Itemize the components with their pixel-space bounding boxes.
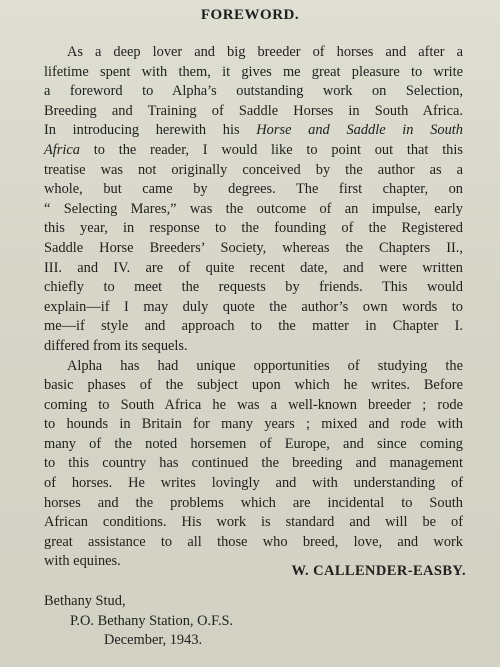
signature: W. CALLENDER-EASBY. [291, 563, 466, 579]
text-line: many of the noted horsemen of Europe, and since coming [44, 435, 463, 452]
text-line: with equines. [44, 553, 121, 570]
address-block [44, 592, 233, 651]
text-line: whole, but came by degrees. The first chapter, on [44, 181, 463, 198]
text-line: of horses. He writes lovingly and with understanding of [44, 475, 463, 492]
text-line: this year, in response to the founding of the Registered [44, 220, 463, 237]
address-line-stud: Bethany Stud, [44, 593, 126, 609]
text-line: Saddle Horse Breeders’ Society, whereas the Chapters II., [44, 239, 463, 256]
page-title: FOREWORD. [200, 7, 300, 23]
text-line: basic phases of the subject upon which he writes. Before [44, 377, 463, 394]
text-line: great assistance to all those who breed, love, and work [44, 533, 463, 550]
text-run: to the reader, I would like to point out that this [93, 141, 463, 158]
text-line: to this country has continued the breeding and management [44, 455, 463, 472]
text-line: chiefly to meet the requests by friends. This would [44, 279, 463, 296]
text-line: explain—if I may duly quote the author’s own words to [44, 298, 463, 315]
address-line-date: December, 1943. [104, 632, 203, 648]
book-title-italic: Horse and Saddle in South [256, 122, 463, 139]
text-line: Alpha has had unique opportunities of studying the [67, 357, 463, 374]
text-line [44, 121, 463, 141]
text-line: As a deep lover and big breeder of horses and after a [67, 44, 463, 60]
text-line: horses and the problems which are incidental to South [44, 494, 463, 511]
book-title-italic-cont: Africa [44, 141, 80, 158]
text-line: me—if style and approach to the matter in Chapter I. [44, 318, 463, 335]
text-line: III. and IV. are of quite recent date, and were written [44, 259, 463, 276]
text-line: treatise was not originally conceived by the author as a [44, 161, 463, 178]
text-line: “ Selecting Mares,” was the outcome of an impulse, early [44, 200, 463, 217]
foreword-body [44, 43, 463, 572]
text-line: differed from its sequels. [44, 337, 188, 354]
paragraph-2 [44, 357, 463, 573]
text-line [44, 141, 463, 161]
paragraph-1 [44, 43, 463, 357]
text-line: Breeding and Training of Saddle Horses in South Africa. [44, 102, 463, 119]
text-line: African conditions. His work is standard and will be of [44, 514, 463, 531]
text-line: coming to South Africa he was a well-known breeder ; rode [44, 396, 463, 413]
text-line: lifetime spent with them, it gives me great pleasure to write [44, 63, 463, 80]
text-line: to hounds in Britain for many years ; mixed and rode with [44, 416, 463, 433]
address-line-station: P.O. Bethany Station, O.F.S. [70, 612, 234, 629]
text-line: a foreword to Alpha’s outstanding work on Selection, [44, 83, 463, 100]
text-run: In introducing herewith his [44, 122, 240, 139]
